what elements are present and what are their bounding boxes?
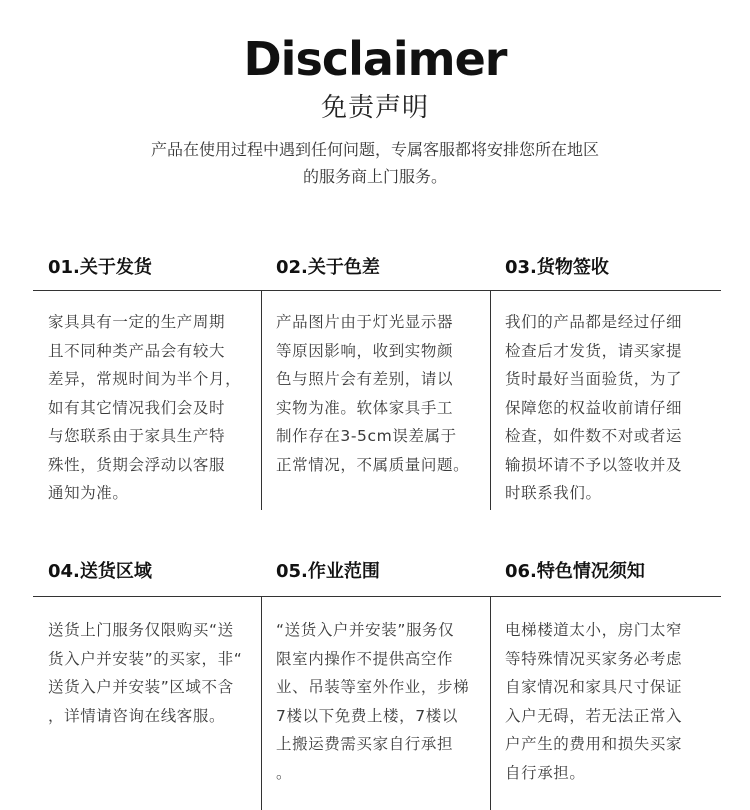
intro-line: 的服务商上门服务。 [302,167,447,186]
body-line: 与您联系由于家具生产特 [48,427,226,445]
body-line: 货入户并安装”的买家，非“ [48,649,243,668]
page-subtitle: 免责声明 [320,93,429,123]
section-body-service-scope [276,616,469,787]
body-line: 上搬运费需买家自行承担 [276,735,454,753]
section-body-color-difference [276,308,469,479]
body-line: 色与照片会有差别，请以 [276,370,454,388]
column-divider [490,596,491,810]
body-line: 制作存在3-5cm误差属于 [276,427,457,445]
section-heading-service-scope: 05.作业范围 [276,561,380,582]
column-divider [261,596,262,810]
section-divider [33,290,721,291]
section-body-shipping [48,308,241,508]
body-line: 如有其它情况我们会及时 [48,398,226,417]
body-line: 检查，如件数不对或者运 [505,427,683,445]
section-heading-color-difference: 02.关于色差 [276,257,380,278]
body-line: 自行承担。 [505,763,586,782]
body-line: 7楼以下免费上楼，7楼以 [276,706,458,725]
column-divider [490,290,491,510]
section-heading-delivery-area: 04.送货区域 [48,561,152,582]
body-line: 自家情况和家具尺寸保证 [505,678,683,696]
body-line: 电梯楼道太小，房门太窄 [505,621,683,639]
body-line: ，详情请咨询在线客服。 [48,706,226,725]
body-line: 时联系我们。 [505,484,602,502]
section-row-1 [0,255,750,515]
body-line: 户产生的费用和损失买家 [505,735,683,753]
section-heading-receipt: 03.货物签收 [505,257,609,278]
body-line: 实物为准。软体家具手工 [276,398,454,417]
intro-text [0,136,750,190]
body-line: 且不同种类产品会有较大 [48,341,226,360]
body-line: 送货入户并安装”区域不含 [48,678,234,696]
body-line: 送货上门服务仅限购买“送 [48,621,234,639]
section-body-receipt [505,308,682,508]
body-line: 货时最好当面验货，为了 [505,370,683,388]
body-line: 输损坏请不予以签收并及 [505,455,683,474]
body-line: 家具具有一定的生产周期 [48,313,226,331]
column-divider [261,290,262,510]
body-line: 业、吊装等室外作业，步梯 [276,678,470,696]
section-heading-shipping: 01.关于发货 [48,257,152,278]
body-line: “送货入户并安装”服务仅 [276,621,455,639]
page-title: Disclaimer [243,32,507,86]
body-line: 限室内操作不提供高空作 [276,649,454,668]
section-row-2 [0,559,750,810]
intro-line: 产品在使用过程中遇到任何问题，专属客服都将安排您所在地区 [150,140,599,159]
section-divider [33,596,721,597]
body-line: 保障您的权益收前请仔细 [505,398,683,417]
body-line: 正常情况，不属质量问题。 [276,455,470,474]
body-line: 等特殊情况买家务必考虑 [505,649,683,668]
body-line: 检查后才发货，请买家提 [505,341,683,360]
body-line: 。 [276,763,293,782]
body-line: 我们的产品都是经过仔细 [505,313,683,331]
section-heading-special-notes: 06.特色情况须知 [505,561,645,582]
section-body-special-notes [505,616,682,787]
body-line: 产品图片由于灯光显示器 [276,313,454,331]
body-line: 入户无碍，若无法正常入 [505,706,683,725]
body-line: 殊性，货期会浮动以客服 [48,455,226,474]
section-body-delivery-area [48,616,242,730]
body-line: 等原因影响，收到实物颜 [276,341,454,360]
body-line: 差异，常规时间为半个月， [48,370,242,388]
body-line: 通知为准。 [48,484,129,502]
